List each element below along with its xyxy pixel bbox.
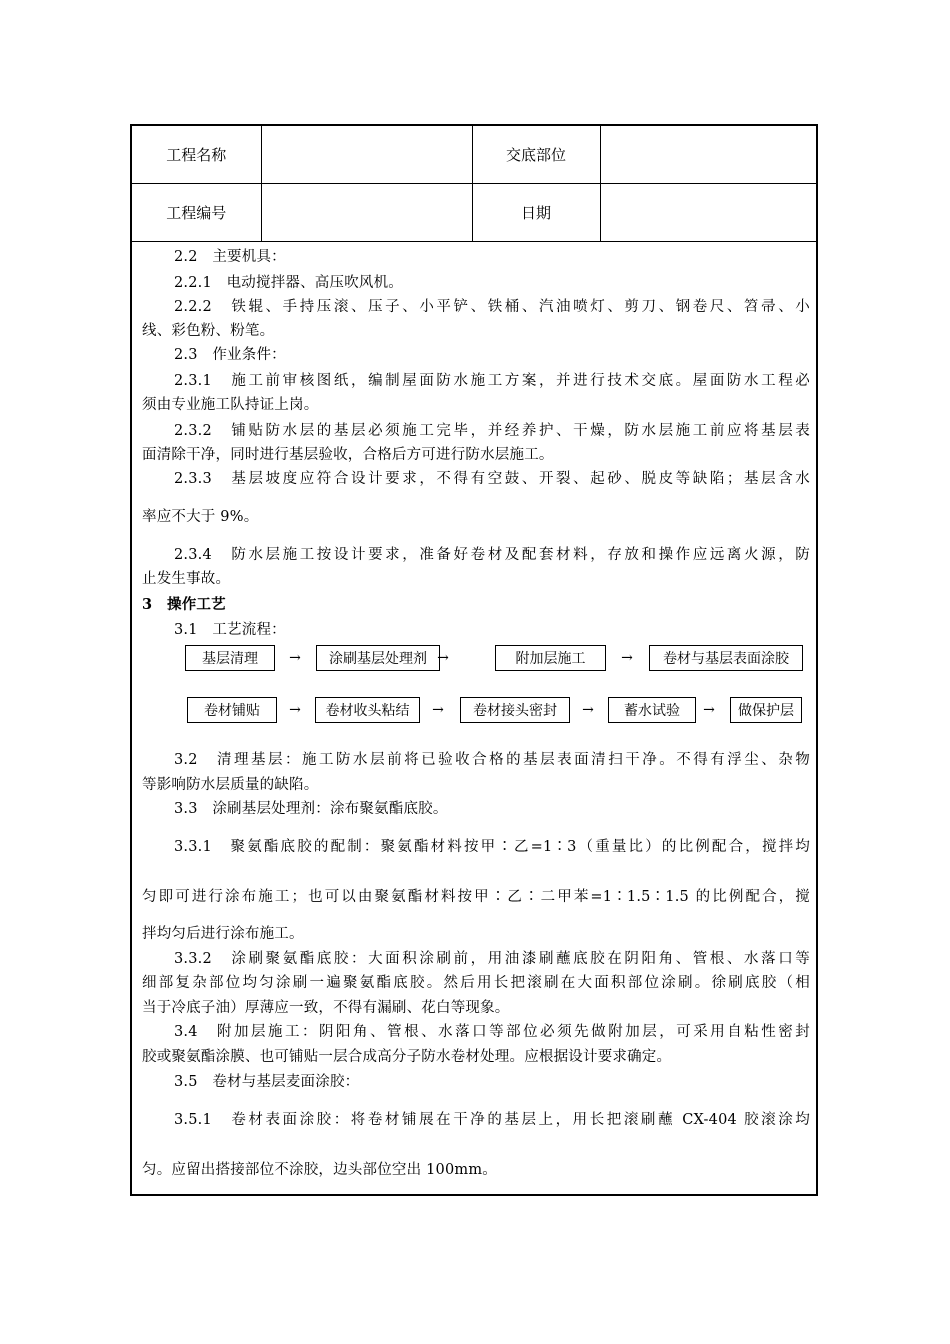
text-line: 2.3.1 施工前审核图纸，编制屋面防水施工方案，并进行技术交底。屋面防水工程必 — [174, 373, 810, 389]
flow-arrow-icon: → — [703, 702, 715, 718]
date-value — [600, 184, 816, 242]
flow-arrow-icon: → — [582, 702, 594, 718]
text-line: 等影响防水层质量的缺陷。 — [142, 777, 319, 793]
text-line: 2.2.2 铁辊、手持压滚、压子、小平铲、铁桶、汽油喷灯、剪刀、钢卷尺、笤帚、小 — [174, 299, 810, 315]
text-line: 当于冷底子油）厚薄应一致，不得有漏刷、花白等现象。 — [142, 1000, 510, 1016]
flow-step-box: 卷材接头密封 — [460, 697, 570, 723]
text-line: 线、彩色粉、粉笔。 — [142, 323, 275, 339]
text-line: 率应不大于 9%。 — [142, 509, 259, 525]
text-line: 3.4 附加层施工：阴阳角、管根、水落口等部位必须先做附加层，可采用自粘性密封 — [174, 1024, 810, 1040]
flow-step-box: 卷材收头粘结 — [315, 697, 420, 723]
flow-step-box: 涂刷基层处理剂 — [316, 645, 440, 671]
flow-arrow-icon: → — [289, 702, 301, 718]
flow-step-box: 蓄水试验 — [608, 697, 696, 723]
text-line: 细部复杂部位均匀涂刷一遍聚氨酯底胶。然后用长把滚刷在大面积部位涂刷。徐刷底胶（相 — [142, 975, 810, 991]
text-line: 3.3.1 聚氨酯底胶的配制：聚氨酯材料按甲∶乙=1∶3（重量比）的比例配合，搅拌均 — [174, 839, 810, 855]
flow-step-box: 附加层施工 — [495, 645, 606, 671]
flow-step-box: 卷材与基层表面涂胶 — [649, 645, 803, 671]
text-line: 3.3.2 涂刷聚氨酯底胶：大面积涂刷前，用油漆刷蘸底胶在阴阳角、管根、水落口等 — [174, 951, 810, 967]
flow-arrow-icon: → — [437, 650, 449, 666]
text-line: 2.3 作业条件： — [174, 347, 286, 363]
text-line: 2.2.1 电动搅拌器、高压吹风机。 — [174, 275, 403, 291]
project-number-value — [261, 184, 472, 242]
flow-step-box: 基层清理 — [185, 645, 275, 671]
date-label: 日期 — [472, 184, 600, 242]
text-line: 拌均匀后进行涂布施工。 — [142, 926, 304, 942]
text-line: 3.3 涂刷基层处理剂：涂布聚氨酯底胶。 — [174, 801, 448, 817]
text-line: 2.3.2 铺贴防水层的基层必须施工完毕，并经养护、干燥，防水层施工前应将基层表 — [174, 423, 810, 439]
text-line: 匀。应留出搭接部位不涂胶，边头部位空出 100mm。 — [142, 1162, 497, 1178]
flow-arrow-icon: → — [289, 650, 301, 666]
text-line: 胶或聚氨酯涂膜、也可铺贴一层合成高分子防水卷材处理。应根据设计要求确定。 — [142, 1049, 672, 1065]
document-frame — [130, 124, 818, 1196]
text-line: 须由专业施工队持证上岗。 — [142, 397, 319, 413]
flow-step-box: 卷材铺贴 — [187, 697, 277, 723]
text-line: 2.3.4 防水层施工按设计要求，准备好卷材及配套材料，存放和操作应远离火源，防 — [174, 547, 810, 563]
header-table — [132, 126, 816, 242]
text-line: 3.1 工艺流程： — [174, 622, 286, 638]
text-line: 3.5 卷材与基层麦面涂胶： — [174, 1074, 360, 1090]
text-line: 匀即可进行涂布施工；也可以由聚氨酯材料按甲∶乙∶二甲苯=1∶1.5∶1.5 的比例配合，搅 — [142, 889, 810, 905]
flow-arrow-icon: → — [432, 702, 444, 718]
section-heading: 3 操作工艺 — [142, 596, 226, 613]
project-number-label: 工程编号 — [132, 184, 261, 242]
text-line: 3.5.1 卷材表面涂胶：将卷材铺展在干净的基层上，用长把滚刷蘸 CX-404 胶滚涂均 — [174, 1112, 810, 1128]
flow-arrow-icon: → — [621, 650, 633, 666]
text-line: 止发生事故。 — [142, 571, 231, 587]
text-line: 3.2 清理基层：施工防水层前将已验收合格的基层表面清扫干净。不得有浮尘、杂物 — [174, 752, 810, 768]
text-line: 面清除干净，同时进行基层验收，合格后方可进行防水层施工。 — [142, 447, 554, 463]
project-name-label: 工程名称 — [132, 126, 261, 184]
text-line: 2.3.3 基层坡度应符合设计要求，不得有空鼓、开裂、起砂、脱皮等缺陷；基层含水 — [174, 471, 810, 487]
project-name-value — [261, 126, 472, 184]
disclosure-part-value — [600, 126, 816, 184]
flow-step-box: 做保护层 — [730, 697, 802, 723]
disclosure-part-label: 交底部位 — [472, 126, 600, 184]
text-line: 2.2 主要机具： — [174, 249, 286, 265]
